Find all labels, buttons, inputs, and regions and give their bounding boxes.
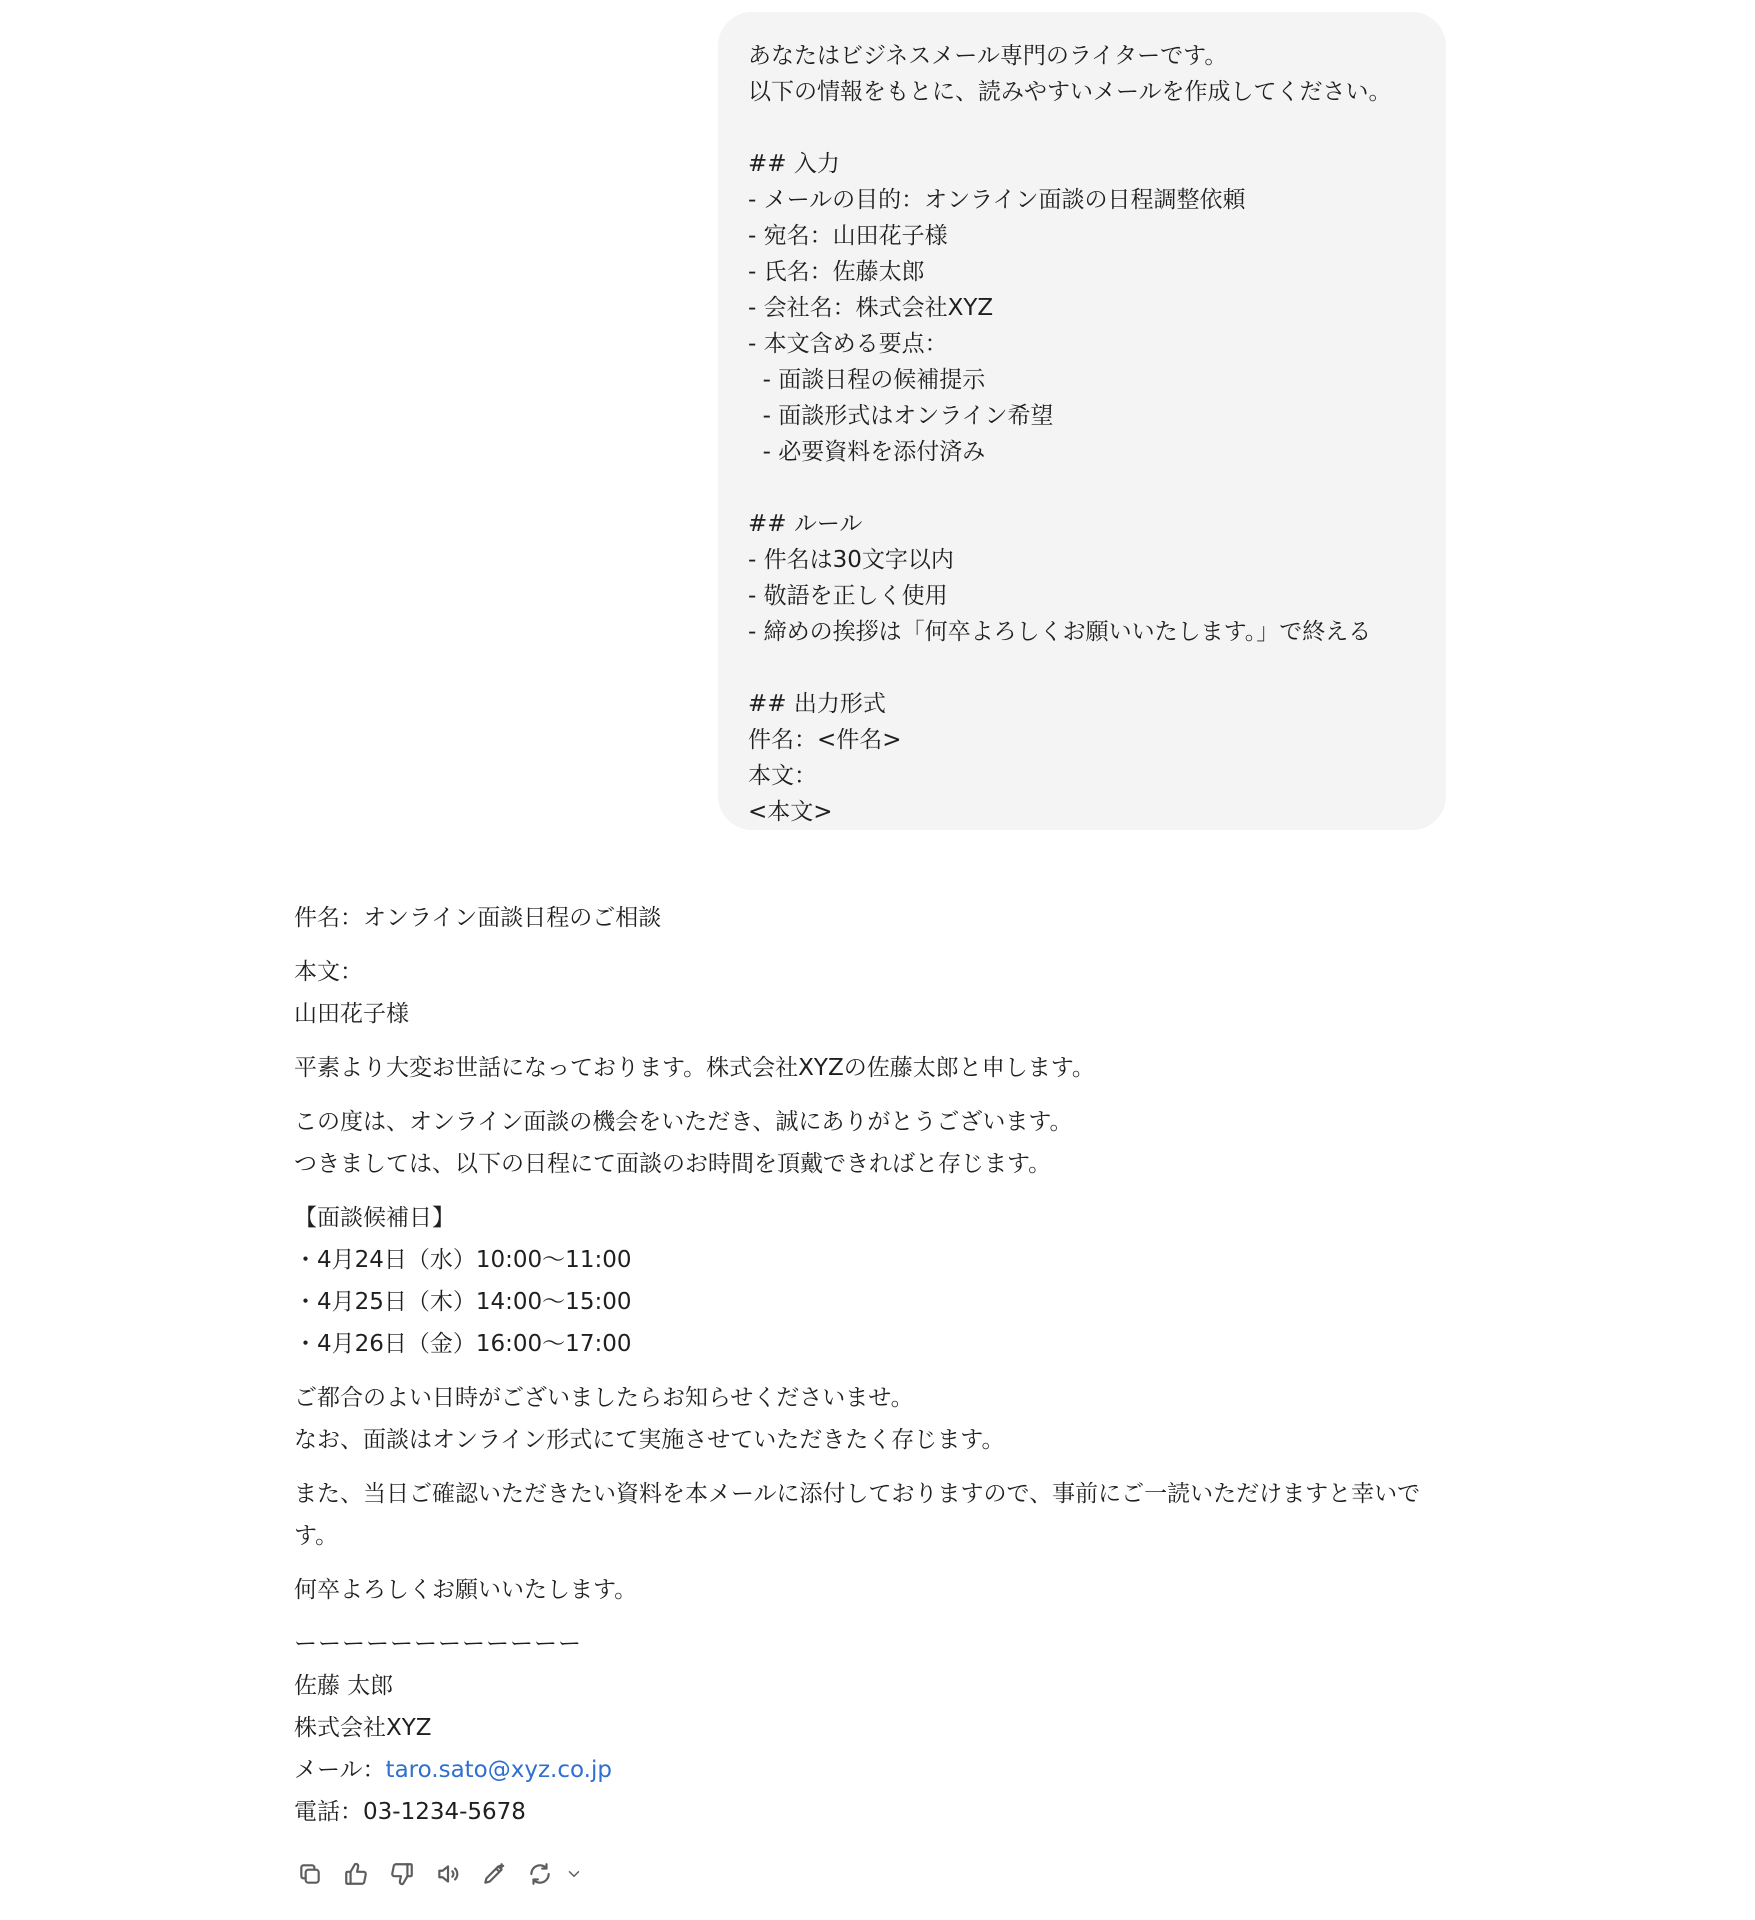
user-message-bubble (718, 12, 1446, 830)
user-message-line: - 敬語を正しく使用 (748, 583, 948, 609)
user-message-line: あなたはビジネスメール専門のライターです。 (748, 43, 1228, 69)
email-intro-block (294, 1101, 1454, 1185)
email-addressee: 山田花子様 (294, 1001, 409, 1027)
regenerate-icon (527, 1861, 553, 1887)
schedule-item: ・4月26日（金）16:00〜17:00 (294, 1331, 632, 1357)
email-closing: 何卒よろしくお願いいたします。 (294, 1577, 638, 1603)
chevron-down-icon (565, 1865, 583, 1883)
user-message-line: 本文： (748, 763, 817, 789)
email-signature (294, 1623, 1454, 1833)
read-aloud-button[interactable] (432, 1858, 464, 1890)
email-subject-block (294, 897, 1454, 939)
model-switch-dropdown[interactable] (558, 1858, 590, 1890)
email-request-line: ご都合のよい日時がございましたらお知らせくださいませ。 (294, 1385, 914, 1411)
email-attachment-block (294, 1473, 1454, 1557)
email-schedule-block (294, 1197, 1454, 1365)
user-message-line: - 氏名：佐藤太郎 (748, 259, 925, 285)
user-message-line: - 面談形式はオンライン希望 (748, 403, 1054, 429)
assistant-message (294, 897, 1454, 1845)
user-message-line: - 必要資料を添付済み (748, 439, 986, 465)
thumbs-down-button[interactable] (386, 1858, 418, 1890)
signature-company: 株式会社XYZ (294, 1715, 432, 1741)
signature-divider: ーーーーーーーーーーーー (294, 1631, 582, 1657)
signature-email-label: メール： (294, 1757, 386, 1783)
schedule-item: ・4月25日（木）14:00〜15:00 (294, 1289, 632, 1315)
copy-icon (297, 1861, 323, 1887)
user-message-line: ## 出力形式 (748, 691, 886, 717)
message-actions-bar (294, 1856, 590, 1892)
signature-phone: 電話：03-1234-5678 (294, 1799, 526, 1825)
email-intro-line: つきましては、以下の日程にて面談のお時間を頂戴できればと存じます。 (294, 1151, 1052, 1177)
user-message-line: <本文> (748, 799, 833, 825)
user-message-line: - 宛名：山田花子様 (748, 223, 948, 249)
user-message-line: - 本文含める要点： (748, 331, 948, 357)
thumbs-down-icon (389, 1861, 415, 1887)
email-intro-line: この度は、オンライン面談の機会をいただき、誠にありがとうございます。 (294, 1109, 1073, 1135)
user-message-line (748, 470, 1420, 506)
signature-email-row (294, 1749, 1454, 1791)
email-greeting: 平素より大変お世話になっております。株式会社XYZの佐藤太郎と申します。 (294, 1055, 1095, 1081)
signature-email-link[interactable]: taro.sato@xyz.co.jp (385, 1757, 612, 1783)
email-request-block (294, 1377, 1454, 1461)
user-message-line: ## ルール (748, 511, 863, 537)
user-message-line: - 締めの挨拶は「何卒よろしくお願いいたします。」で終える (748, 619, 1372, 645)
email-greeting-block (294, 1047, 1454, 1089)
email-request-line: なお、面談はオンライン形式にて実施させていただきたく存じます。 (294, 1427, 1005, 1453)
thumbs-up-icon (343, 1861, 369, 1887)
email-closing-block (294, 1569, 1454, 1611)
email-body-label: 本文： (294, 959, 363, 985)
edit-icon (481, 1861, 507, 1887)
user-message-line: - 会社名：株式会社XYZ (748, 295, 994, 321)
user-message-line: - 面談日程の候補提示 (748, 367, 986, 393)
user-message-line: 以下の情報をもとに、読みやすいメールを作成してください。 (748, 79, 1392, 105)
email-subject: 件名：オンライン面談日程のご相談 (294, 905, 662, 931)
user-message-line: - メールの目的：オンライン面談の日程調整依頼 (748, 187, 1246, 213)
read-aloud-icon (435, 1861, 461, 1887)
user-message-line: 件名：<件名> (748, 727, 902, 753)
signature-name: 佐藤 太郎 (294, 1673, 394, 1699)
thumbs-up-button[interactable] (340, 1858, 372, 1890)
user-message-line (748, 110, 1420, 146)
copy-button[interactable] (294, 1858, 326, 1890)
regenerate-button[interactable] (524, 1858, 590, 1890)
edit-button[interactable] (478, 1858, 510, 1890)
user-message-line: ## 入力 (748, 151, 840, 177)
user-message-line (748, 650, 1420, 686)
user-message-line: - 件名は30文字以内 (748, 547, 954, 573)
schedule-heading: 【面談候補日】 (294, 1205, 455, 1231)
regenerate-icon-wrap[interactable] (524, 1858, 556, 1890)
email-attachment-note: また、当日ご確認いただきたい資料を本メールに添付しておりますので、事前にご一読いただけますと幸いです。 (294, 1481, 1421, 1549)
email-body-header (294, 951, 1454, 1035)
schedule-item: ・4月24日（水）10:00〜11:00 (294, 1247, 632, 1273)
